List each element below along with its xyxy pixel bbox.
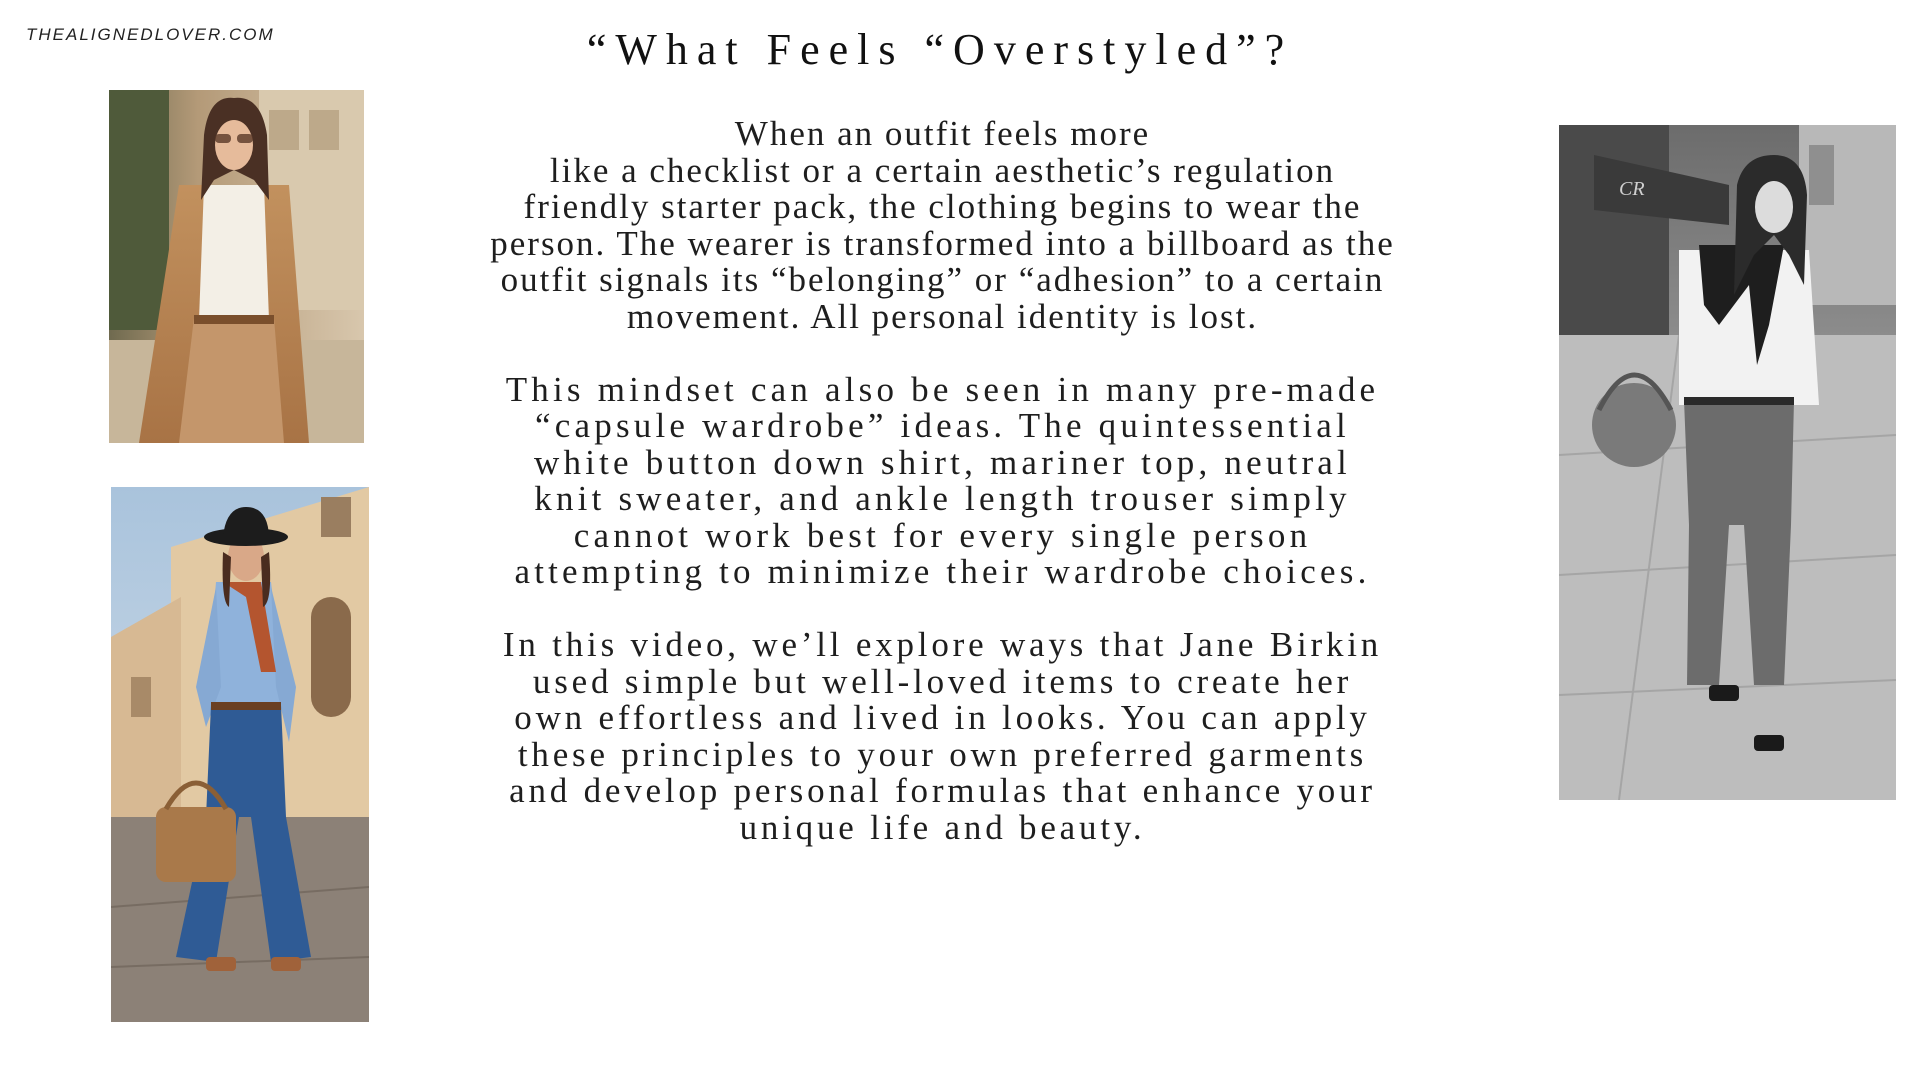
text-line: and develop personal formulas that enhance your [509, 771, 1376, 810]
camel-outfit-image [109, 90, 364, 443]
text-line: friendly starter pack, the clothing begins to wear the [523, 187, 1362, 226]
text-line: cannot work best for every single person [573, 515, 1312, 555]
text-line: these principles to your own preferred garments [517, 734, 1368, 774]
text-line: own effortless and lived in looks. You can apply [514, 698, 1371, 737]
photo-woman-camel-coat [109, 90, 364, 443]
slide-title: “What Feels “Overstyled”? [586, 25, 1294, 74]
denim-outfit-image [111, 487, 369, 1022]
bw-outfit-image [1559, 125, 1896, 800]
photo-jane-birkin-street [1559, 125, 1896, 800]
paragraph-1 [390, 116, 1495, 335]
brand-watermark: THEALIGNEDLOVER.COM [26, 25, 275, 44]
text-line: white button down shirt, mariner top, neutral [534, 442, 1351, 482]
text-line: knit sweater, and ankle length trouser simply [534, 479, 1351, 518]
paragraph-2 [390, 369, 1495, 591]
body-text [390, 116, 1495, 883]
text-line: person. The wearer is transformed into a billboard as the [490, 223, 1395, 263]
photo-woman-denim-hat [111, 487, 369, 1022]
text-line: used simple but well-loved items to create her [532, 661, 1353, 701]
paragraph-3 [390, 627, 1495, 846]
text-line: This mindset can also be seen in many pre-made [505, 369, 1380, 409]
text-line: In this video, we’ll explore ways that Jane Birkin [502, 625, 1383, 664]
text-line: When an outfit feels more [734, 114, 1151, 153]
text-line: movement. All personal identity is lost. [626, 296, 1259, 336]
text-line: attempting to minimize their wardrobe choices. [514, 552, 1371, 591]
text-line: outfit signals its “belonging” or “adhesion” to a certain [500, 260, 1385, 299]
svg-text:CR: CR [1619, 178, 1645, 200]
text-line: unique life and beauty. [739, 807, 1146, 847]
text-line: “capsule wardrobe” ideas. The quintessential [535, 406, 1350, 445]
text-line: like a checklist or a certain aesthetic’s regulation [549, 150, 1336, 190]
